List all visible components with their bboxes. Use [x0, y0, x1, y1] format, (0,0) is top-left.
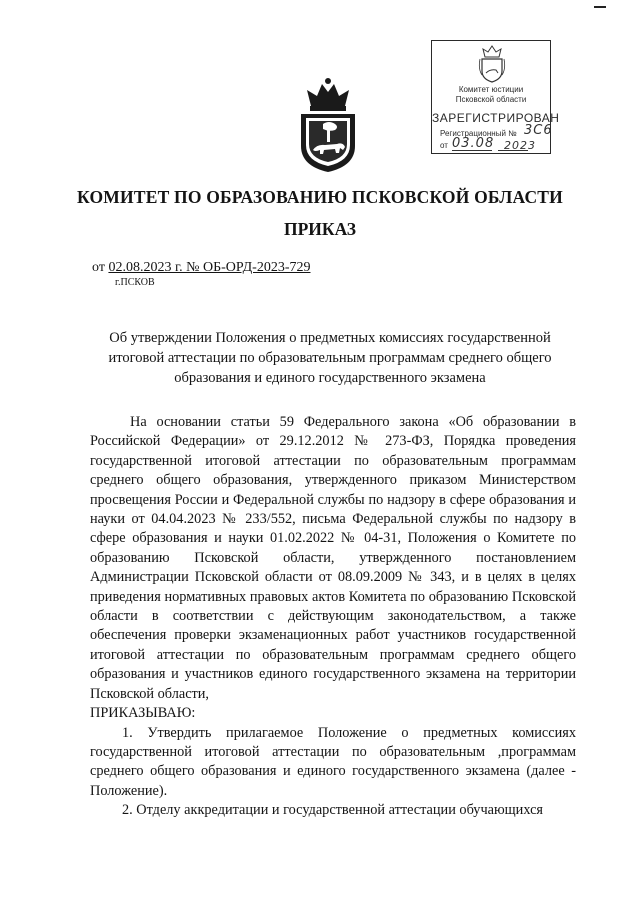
- stamp-year: 2023: [504, 139, 536, 152]
- corner-mark: [594, 6, 606, 8]
- order-body: [90, 413, 576, 821]
- order-from-label: от: [92, 260, 105, 275]
- stamp-reg-number-handwritten: 3С6: [524, 123, 553, 138]
- stamp-coat-of-arms-icon: [478, 45, 506, 83]
- item-1-paragraph: 1. Утвердить прилагаемое Положение о предметных комиссиях государственной итоговой аттестации по образовательным ,программам среднего общего образования и единого государственного экзамена (далее - Положение).: [90, 724, 576, 799]
- stamp-date-underline: [452, 150, 492, 151]
- stamp-date-label: от: [440, 141, 448, 150]
- pskov-coat-of-arms-icon: [293, 76, 363, 174]
- document-type: ПРИКАЗ: [283, 219, 357, 239]
- registration-stamp: [431, 40, 560, 154]
- item-2-paragraph: 2. Отделу аккредитации и государственной аттестации обучающихся: [122, 802, 543, 819]
- stamp-authority: Комитет юстиции: [458, 85, 524, 94]
- order-subject: Об утверждении Положения о предметных комиссиях государственной итоговой аттестации по образовательным программам среднего общего образования и единого государственного экзамена: [108, 330, 552, 386]
- stamp-region: Псковской области: [455, 95, 527, 104]
- order-date-and-number: 02.08.2023 г. № ОБ-ОРД-2023-729: [108, 260, 311, 275]
- stamp-date-handwritten: 03.08: [452, 136, 495, 151]
- stamp-reg-label: Регистрационный №: [440, 129, 517, 138]
- decree-word: ПРИКАЗЫВАЮ:: [90, 705, 196, 722]
- preamble-paragraph: На основании статьи 59 Федерального закона «Об образовании в Российской Федерации» от 29.12.2012 № 273-ФЗ, Порядка проведения государственной итоговой аттестации по образовательным программам среднего общего образования, утвержденного приказом Министерством просвещения России и Федеральной службы по надзору в сфере образования и науки от 04.04.2023 № 233/552, письма Федеральной службы по надзору в сфере образования и науки 01.02.2022 № 04-31, Положения о Комитете по образованию Псковской области, утвержденного постановлением Администрации Псковской области от 08.09.2009 № 343, и в целях в целях приведения нормативных правовых актов Комитета по образованию Псковской области в соответствии с действующим законодательством, а также обеспечения проверки экзаменационных работ участников государственной итоговой аттестации по образовательным программам среднего общего образования и участников единого государственного экзамена на территории Псковской области,: [90, 414, 576, 702]
- stamp-date: [440, 136, 536, 152]
- organization-title: КОМИТЕТ ПО ОБРАЗОВАНИЮ ПСКОВСКОЙ ОБЛАСТИ: [77, 187, 563, 207]
- order-city: г.ПСКОВ: [115, 277, 155, 288]
- stamp-title: ЗАРЕГИСТРИРОВАН: [432, 111, 560, 125]
- order-date-number: [92, 260, 311, 276]
